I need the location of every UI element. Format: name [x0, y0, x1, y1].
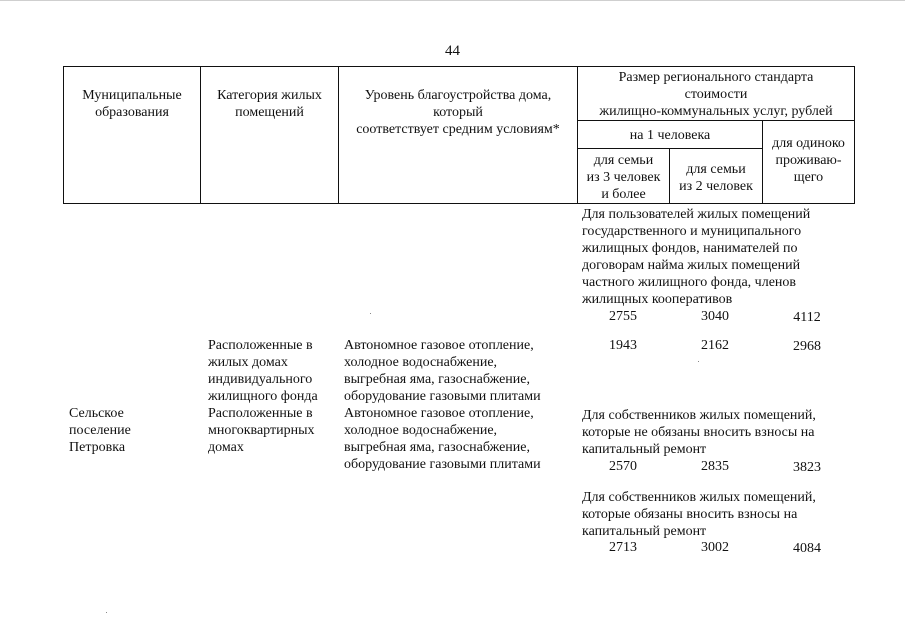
header-family-3: для семьи из 3 человек и более [586, 153, 661, 202]
header-standard: Размер регионального стандарта стоимости жилищно-коммунальных услуг, рублей [599, 70, 833, 119]
row-private-value-single: 2968 [793, 339, 821, 354]
header-family-2: для семьи из 2 человек [679, 162, 753, 194]
row-private-level: Автономное газовое отопление, холодное водоснабжение, выгребная яма, газоснабжение, оборудование газовыми плитами [344, 338, 541, 404]
row-private-value-family2: 2162 [701, 338, 729, 353]
header-municipality: Муниципальные образования [82, 88, 182, 120]
row-apartment-level: Автономное газовое отопление, холодное водоснабжение, выгребная яма, газоснабжение, оборудование газовыми плитами [344, 406, 541, 472]
scan-speck [106, 612, 107, 613]
group3-value-single: 4084 [793, 541, 821, 556]
page-number: 44 [445, 43, 460, 59]
group2-value-family3: 2570 [609, 459, 637, 474]
header-level: Уровень благоустройства дома, который соответствует средним условиям* [356, 88, 560, 137]
row-private-category: Расположенные в жилых домах индивидуального жилищного фонда [208, 338, 318, 404]
header-single: для одиноко проживаю- щего [772, 136, 845, 185]
scan-speck [698, 361, 699, 362]
page-top-edge [0, 0, 905, 1]
group1-value-family3: 2755 [609, 309, 637, 324]
group3-value-family2: 3002 [701, 540, 729, 555]
group1-value-single: 4112 [793, 310, 821, 325]
row-apartment-category: Расположенные в многоквартирных домах [208, 406, 315, 455]
group3-value-family3: 2713 [609, 540, 637, 555]
group2-value-single: 3823 [793, 460, 821, 475]
scan-speck [370, 313, 371, 314]
group1-value-family2: 3040 [701, 309, 729, 324]
group2-title: Для собственников жилых помещений, которые не обязаны вносить взносы на капитальный ремонт [582, 408, 816, 457]
group1-title: Для пользователей жилых помещений государственного и муниципального жилищных фондов, нанимателей по договорам найма жилых помещений частного жилищного фонда, членов жилищных кооперативов [582, 207, 811, 307]
group2-value-family2: 2835 [701, 459, 729, 474]
row-private-value-family3: 1943 [609, 338, 637, 353]
municipality-name: Сельское поселение Петровка [69, 406, 131, 455]
group3-title: Для собственников жилых помещений, которые обязаны вносить взносы на капитальный ремонт [582, 490, 816, 539]
header-category: Категория жилых помещений [217, 88, 322, 120]
header-per-person: на 1 человека [629, 128, 711, 143]
